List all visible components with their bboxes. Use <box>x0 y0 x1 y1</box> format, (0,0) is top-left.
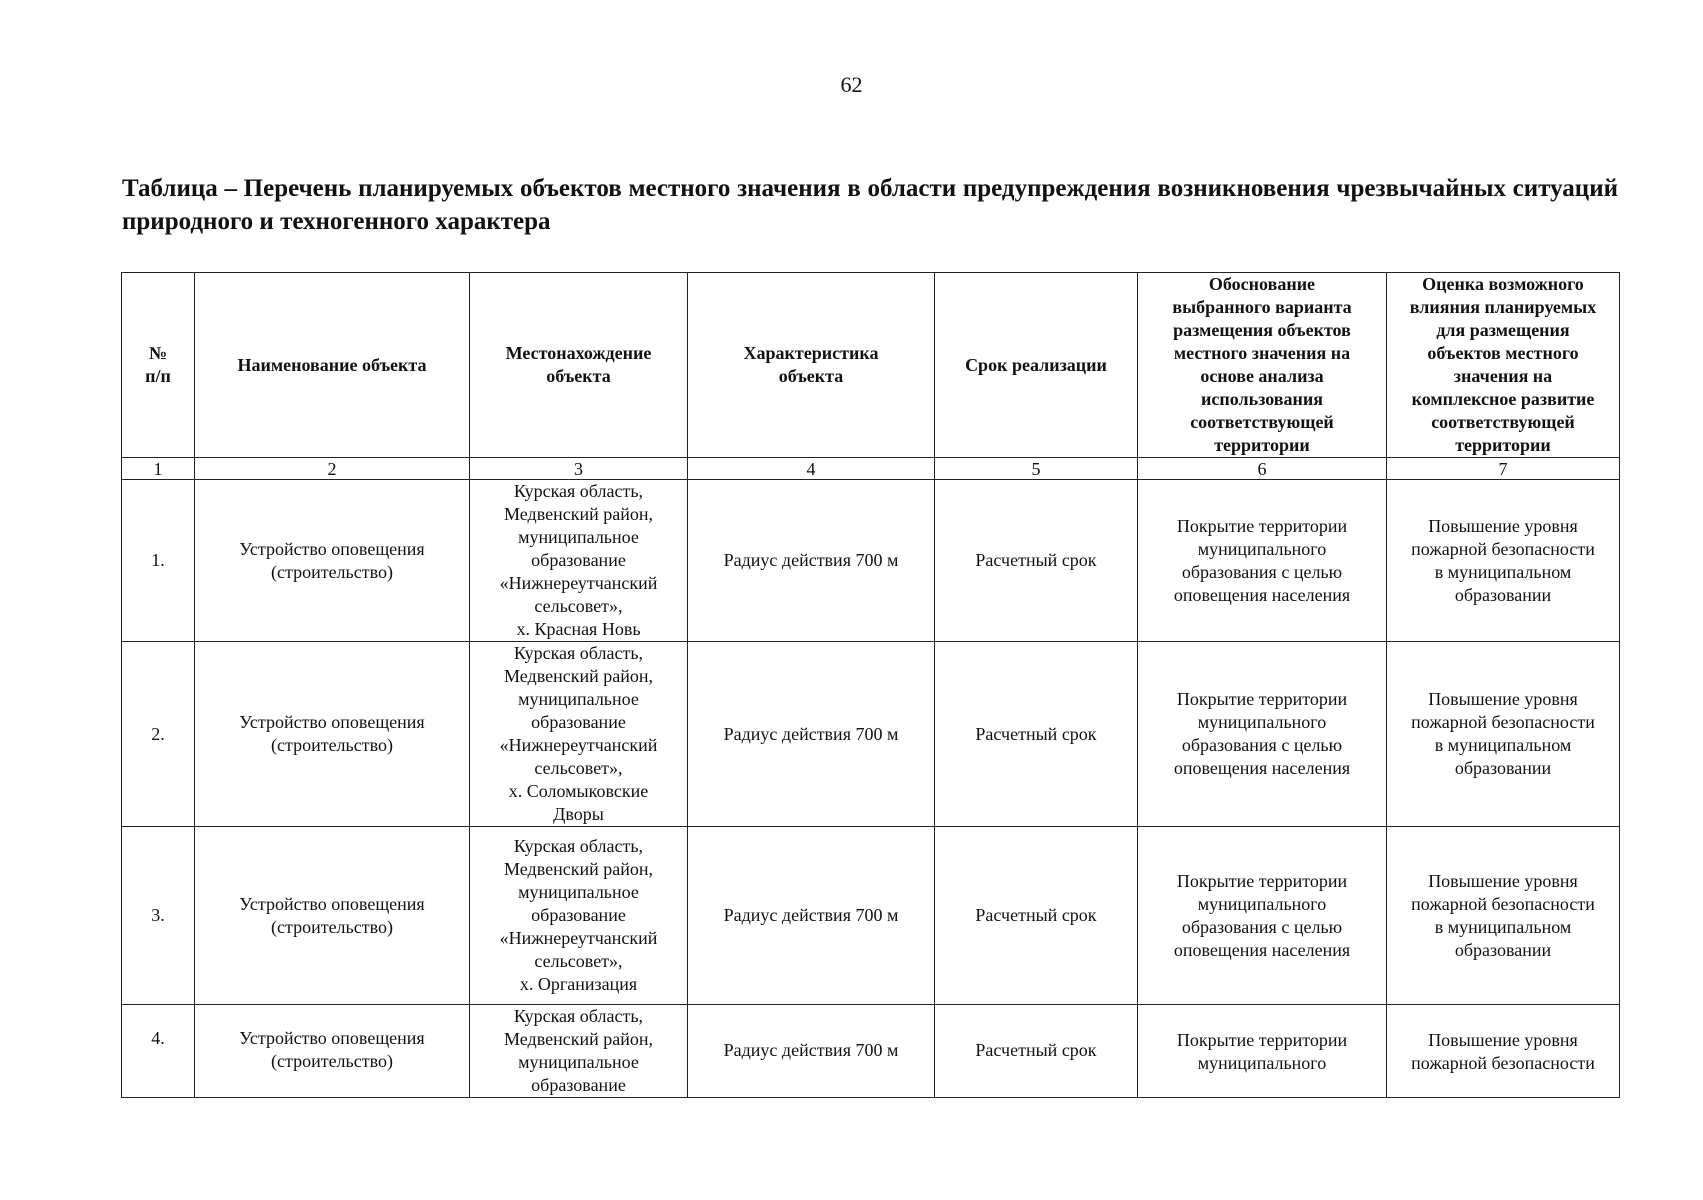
object-characteristic: Радиус действия 700 м <box>688 480 935 642</box>
impact-assessment: Повышение уровня пожарной безопасности <box>1387 1005 1620 1098</box>
table-row <box>122 642 1620 827</box>
table-row <box>122 1005 1620 1098</box>
column-number: 6 <box>1138 458 1387 480</box>
table-header-row <box>122 273 1620 458</box>
header-location: Местонахождение объекта <box>470 273 688 458</box>
object-location: Курская область, Медвенский район, муниципальное образование «Нижнереутчанский сельсовет», х. Красная Новь <box>470 480 688 642</box>
column-number: 2 <box>195 458 470 480</box>
column-number: 3 <box>470 458 688 480</box>
object-characteristic: Радиус действия 700 м <box>688 642 935 827</box>
row-number: 4. <box>122 1005 195 1098</box>
impact-assessment: Повышение уровня пожарной безопасности в муниципальном образовании <box>1387 642 1620 827</box>
implementation-term: Расчетный срок <box>935 1005 1138 1098</box>
impact-assessment: Повышение уровня пожарной безопасности в муниципальном образовании <box>1387 480 1620 642</box>
row-number: 1. <box>122 480 195 642</box>
row-number: 2. <box>122 642 195 827</box>
implementation-term: Расчетный срок <box>935 827 1138 1005</box>
header-justification: Обоснование выбранного варианта размещения объектов местного значения на основе анализа использования соответствующей территории <box>1138 273 1387 458</box>
header-num: № п/п <box>122 273 195 458</box>
impact-assessment: Повышение уровня пожарной безопасности в муниципальном образовании <box>1387 827 1620 1005</box>
table-row <box>122 480 1620 642</box>
table-title: Таблица – Перечень планируемых объектов местного значения в области предупреждения возникновения чрезвычайных ситуаций природного и техногенного характера <box>122 175 1618 235</box>
objects-table <box>121 272 1620 1098</box>
column-number-row <box>122 458 1620 480</box>
object-location: Курская область, Медвенский район, муниципальное образование «Нижнереутчанский сельсовет», х. Организация <box>470 827 688 1005</box>
header-name: Наименование объекта <box>195 273 470 458</box>
object-name: Устройство оповещения (строительство) <box>195 827 470 1005</box>
object-characteristic: Радиус действия 700 м <box>688 827 935 1005</box>
column-number: 4 <box>688 458 935 480</box>
placement-justification: Покрытие территории муниципального <box>1138 1005 1387 1098</box>
placement-justification: Покрытие территории муниципального образования с целью оповещения населения <box>1138 480 1387 642</box>
header-assessment: Оценка возможного влияния планируемых для размещения объектов местного значения на комплексное развитие соответствующей территории <box>1387 273 1620 458</box>
page-number: 62 <box>840 72 863 97</box>
object-name: Устройство оповещения (строительство) <box>195 480 470 642</box>
object-name: Устройство оповещения (строительство) <box>195 642 470 827</box>
column-number: 1 <box>122 458 195 480</box>
header-characteristic: Характеристика объекта <box>688 273 935 458</box>
implementation-term: Расчетный срок <box>935 480 1138 642</box>
column-number: 5 <box>935 458 1138 480</box>
row-number: 3. <box>122 827 195 1005</box>
object-name: Устройство оповещения (строительство) <box>195 1005 470 1098</box>
object-location: Курская область, Медвенский район, муниципальное образование <box>470 1005 688 1098</box>
header-term: Срок реализации <box>935 273 1138 458</box>
table-row <box>122 827 1620 1005</box>
column-number: 7 <box>1387 458 1620 480</box>
object-location: Курская область, Медвенский район, муниципальное образование «Нижнереутчанский сельсовет», х. Соломыковские Дворы <box>470 642 688 827</box>
placement-justification: Покрытие территории муниципального образования с целью оповещения населения <box>1138 642 1387 827</box>
implementation-term: Расчетный срок <box>935 642 1138 827</box>
object-characteristic: Радиус действия 700 м <box>688 1005 935 1098</box>
placement-justification: Покрытие территории муниципального образования с целью оповещения населения <box>1138 827 1387 1005</box>
